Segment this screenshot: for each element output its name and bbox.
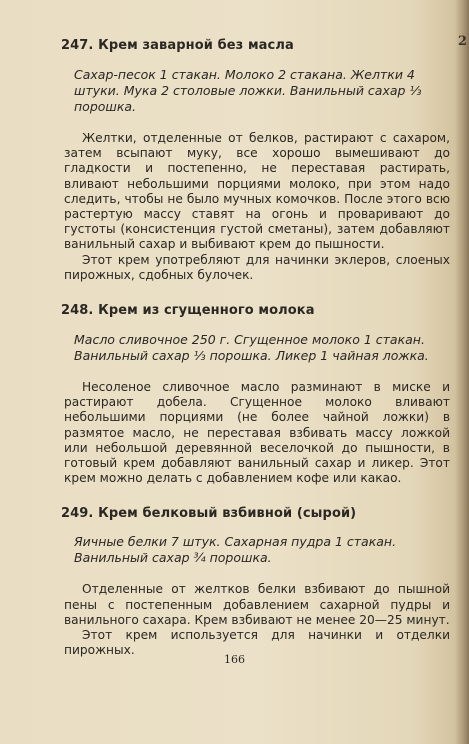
recipe-ingredients: Яичные белки 7 штук. Сахарная пудра 1 стакан. Ванильный сахар ¾ порошка. (74, 534, 397, 566)
recipe-247 (61, 38, 450, 283)
recipe-paragraph: Несоленое сливочное масло разминают в миске и растирают добела. Сгущенное молоко вливают небольшими порциями (не более чайной ложки) в размятое масло, не переставая взбивать массу ложкой или небольшой деревянной веселочкой до пышности, в готовый крем добавляют ванильный сахар и ликер. Этот крем можно делать с добавлением кофе или какао. (64, 380, 450, 486)
recipe-249 (61, 506, 450, 658)
recipe-title: 248. Крем из сгущенного молока (61, 303, 315, 319)
recipe-paragraph: Этот крем употребляют для начинки эклеров, слоеных пирожных, сдобных булочек. (64, 252, 450, 282)
recipe-title: 247. Крем заварной без масла (61, 38, 294, 53)
recipe-ingredients: Сахар-песок 1 стакан. Молоко 2 стакана. Желтки 4 штуки. Мука 2 столовые ложки. Ванильный сахар ⅓ порошка. (74, 67, 422, 114)
recipe-248 (61, 303, 450, 486)
adjacent-page-fragment: 2 (457, 34, 467, 49)
page-edge (455, 0, 469, 744)
recipe-ingredients: Масло сливочное 250 г. Сгущенное молоко 1 стакан. Ванильный сахар ⅓ порошка. Ликер 1 чайная ложка. (74, 332, 429, 364)
recipe-paragraph: Отделенные от желтков белки взбивают до пышной пены с постепенным добавлением сахарной пудры и ванильного сахара. Крем взбивают не менее 20—25 минут. (64, 582, 450, 627)
recipe-paragraph: Этот крем используется для начинки и отделки пирожных. (64, 628, 450, 658)
page-number: 166 (224, 653, 245, 666)
page-content (61, 38, 450, 670)
recipe-paragraph: Желтки, отделенные от белков, растирают с сахаром, затем всыпают муку, все хорошо вымешивают до гладкости и постепенно, не переставая растирать, вливают небольшими порциями молоко, при этом надо следить, чтобы не было мучных комочков. После этого всю растертую массу ставят на огонь и проваривают до густоты (консистенция густой сметаны), затем добавляют ванильный сахар и выбивают крем до пышности. (64, 131, 450, 252)
recipe-title: 249. Крем белковый взбивной (сырой) (61, 506, 357, 522)
